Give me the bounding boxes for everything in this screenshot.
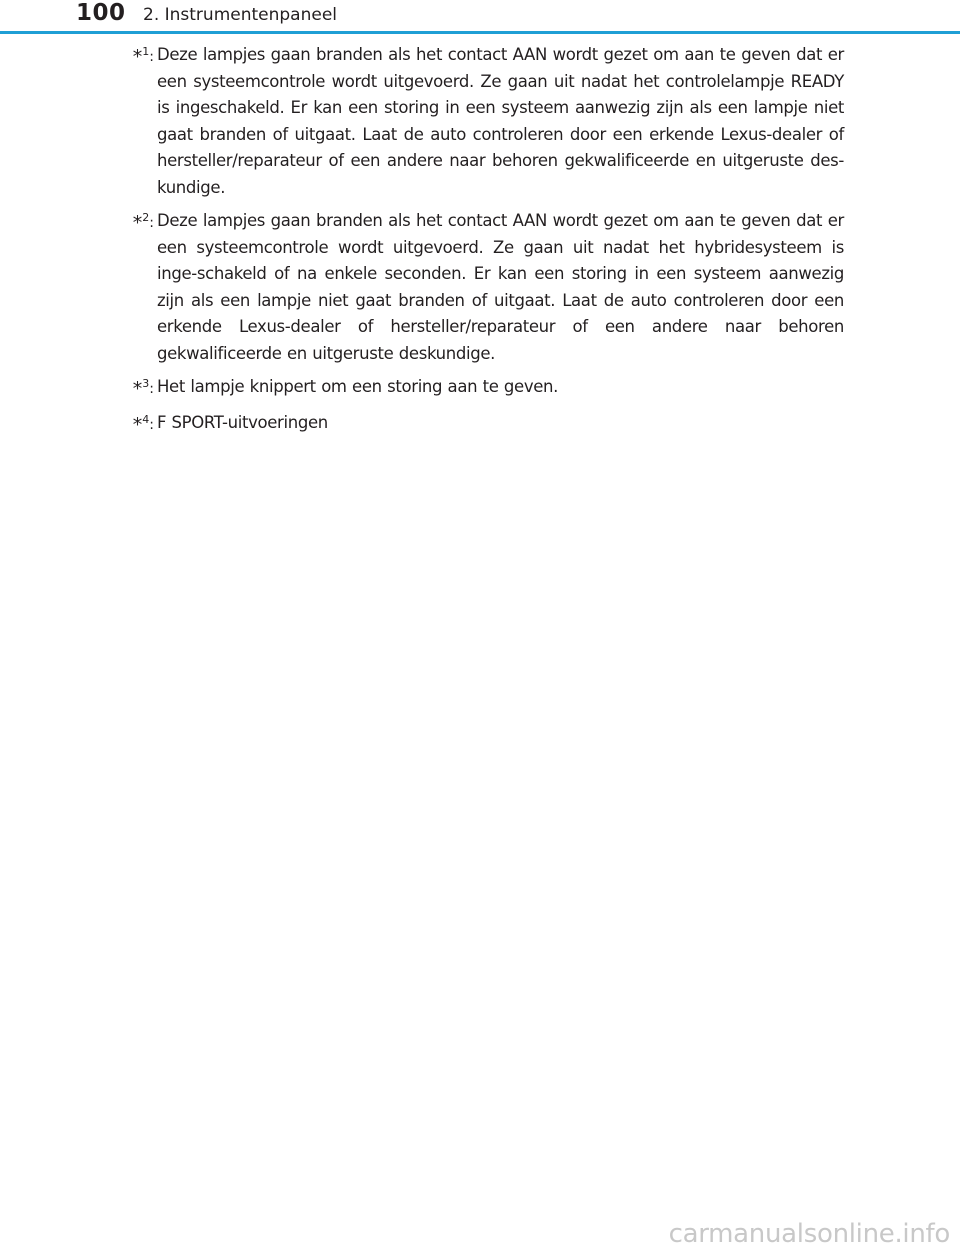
- asterisk: *: [132, 46, 143, 68]
- footnote-text: F SPORT-uitvoeringen: [157, 412, 328, 432]
- asterisk: *: [132, 378, 143, 400]
- footnote-marker: *$^4$:: [132, 412, 154, 436]
- footnote-text: Deze lampjes gaan branden als het contact AAN wordt gezet om aan te geven dat er een systeemcontrole wordt uitgevoerd. Ze gaan uit nadat het controlelampje READY is ingeschakeld. Er kan een storing in een systeem aanwezig zijn als een lampje niet gaat branden of uitgaat. Laat de auto controleren door een erkende Lexus-dealer of hersteller/reparateur of een andere naar behoren gekwalificeerde en uitgeruste des-kundige.: [157, 45, 844, 197]
- footnote-number: 3: [142, 377, 150, 390]
- footnote-1: [110, 42, 844, 201]
- footnote-3: [110, 374, 844, 403]
- asterisk: *: [132, 212, 143, 234]
- footnote-number: 2: [142, 211, 150, 224]
- footnote-text: Deze lampjes gaan branden als het contact AAN wordt gezet om aan te geven dat er een systeemcontrole wordt uitgevoerd. Ze gaan uit nadat het hybridesysteem is inge-schakeld of na enkele seconden. Er kan een storing in een systeem aanwezig zijn als een lampje niet gaat branden of uitgaat. Laat de auto controleren door een erkende Lexus-dealer of hersteller/reparateur of een andere naar behoren gekwalificeerde en uitgeruste deskundige.: [157, 211, 844, 363]
- header-divider: [0, 31, 960, 34]
- page-header: [0, 0, 960, 36]
- footnote-marker: *$^2$:: [132, 211, 154, 234]
- footnote-number: 1: [142, 45, 150, 58]
- footnote-number: 4: [142, 412, 150, 426]
- footnote-text: Het lampje knippert om een storing aan te geven.: [157, 377, 559, 396]
- footnote-marker: *$^3$:: [132, 377, 154, 400]
- asterisk: *: [132, 413, 143, 436]
- footnote-list: [110, 42, 844, 445]
- watermark: carmanualsonline.info: [668, 1219, 950, 1249]
- section-title: 2. Instrumentenpaneel: [143, 5, 338, 25]
- footnote-2: [110, 208, 844, 367]
- footnote-marker: *$^1$:: [132, 45, 154, 68]
- footnote-4: [110, 410, 844, 439]
- page-number: 100: [76, 0, 126, 26]
